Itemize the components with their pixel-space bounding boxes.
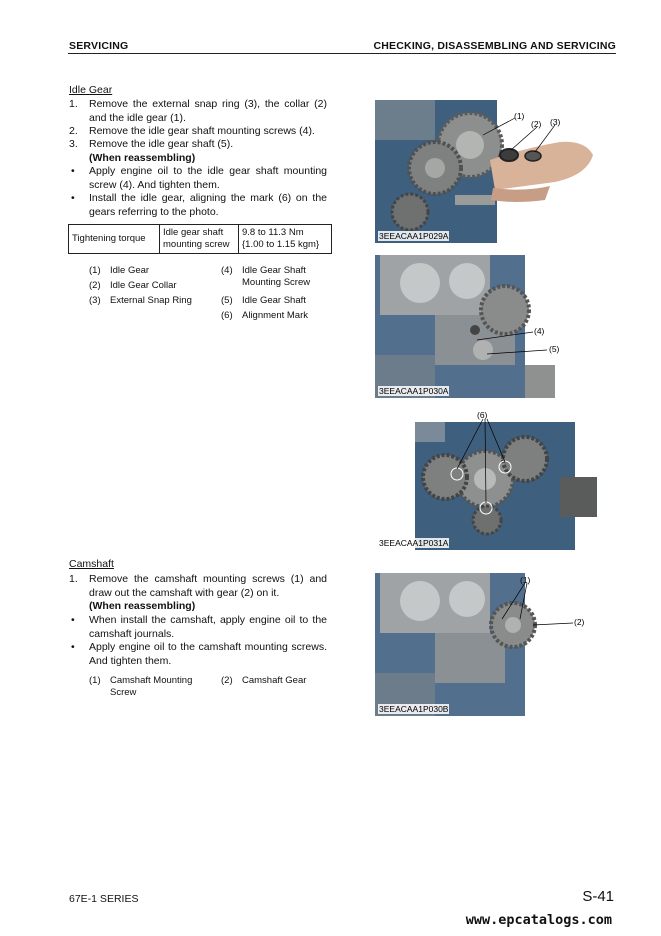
idle-gear-step-1 — [69, 98, 327, 125]
photo-caption: 3EEACAA1P031A — [379, 538, 449, 548]
step-text: Remove the camshaft mounting screws (1) and draw out the camshaft with gear (2) on it. — [89, 573, 327, 599]
bullet-text: Apply engine oil to the camshaft mounting screws. And tighten them. — [89, 641, 327, 667]
torque-item: Idle gear shaft mounting screw — [160, 225, 239, 254]
watermark: www.epcatalogs.com — [465, 912, 612, 928]
header-section-title: SERVICING — [69, 40, 129, 52]
header-rule — [68, 53, 616, 54]
photo-callout: (1) — [514, 111, 525, 121]
step-text: Remove the idle gear shaft mounting screws (4). — [89, 125, 315, 137]
idle-gear-title: Idle Gear — [69, 84, 113, 96]
photo-callout: (3) — [550, 117, 561, 127]
page-number: S-41 — [582, 888, 614, 905]
torque-value: 9.8 to 11.3 Nm {1.00 to 1.15 kgm} — [239, 225, 332, 254]
step-number: 1. — [69, 98, 78, 110]
camshaft-bullet-2 — [69, 641, 327, 668]
photo-callout: (1) — [520, 575, 531, 585]
bullet-text: When install the camshaft, apply engine oil to the camshaft journals. — [89, 614, 327, 640]
photo-idle-gear-removal — [375, 100, 597, 243]
header-chapter-title: CHECKING, DISASSEMBLING AND SERVICING — [373, 40, 616, 52]
torque-table — [68, 224, 332, 254]
step-number: 3. — [69, 138, 78, 150]
footer-series: 67E-1 SERIES — [69, 893, 139, 905]
photo-alignment-marks — [375, 407, 597, 550]
photo-callout: (6) — [477, 410, 488, 420]
photo-callout: (2) — [574, 617, 585, 627]
photo-callout: (4) — [534, 326, 545, 336]
bullet-mark: • — [71, 614, 75, 626]
photo-camshaft — [375, 573, 597, 716]
photo-callout: (2) — [531, 119, 542, 129]
photo-caption: 3EEACAA1P029A — [379, 231, 449, 241]
step-number: 2. — [69, 125, 78, 137]
idle-gear-step-2 — [69, 125, 327, 139]
bullet-mark: • — [71, 641, 75, 653]
camshaft-step-1 — [69, 573, 327, 600]
photo-caption: 3EEACAA1P030A — [379, 386, 449, 396]
idle-gear-bullet-1 — [69, 165, 327, 192]
camshaft-reassembling-label: (When reassembling) — [89, 600, 196, 612]
bullet-mark: • — [71, 165, 75, 177]
step-number: 1. — [69, 573, 78, 585]
idle-gear-step-3 — [69, 138, 327, 152]
photo-idle-gear-shaft — [375, 255, 597, 398]
bullet-mark: • — [71, 192, 75, 204]
idle-gear-bullet-2 — [69, 192, 327, 219]
step-text: Remove the idle gear shaft (5). — [89, 138, 234, 150]
photo-callout: (5) — [549, 344, 560, 354]
idle-gear-reassembling-label: (When reassembling) — [89, 152, 196, 164]
bullet-text: Apply engine oil to the idle gear shaft mounting screw (4). And tighten them. — [89, 165, 327, 191]
camshaft-bullet-1 — [69, 614, 327, 641]
bullet-text: Install the idle gear, aligning the mark (6) on the gears referring to the photo. — [89, 192, 327, 218]
step-text: Remove the external snap ring (3), the collar (2) and the idle gear (1). — [89, 98, 327, 124]
camshaft-title: Camshaft — [69, 558, 114, 570]
torque-label: Tightening torque — [69, 225, 160, 254]
photo-caption: 3EEACAA1P030B — [379, 704, 449, 714]
